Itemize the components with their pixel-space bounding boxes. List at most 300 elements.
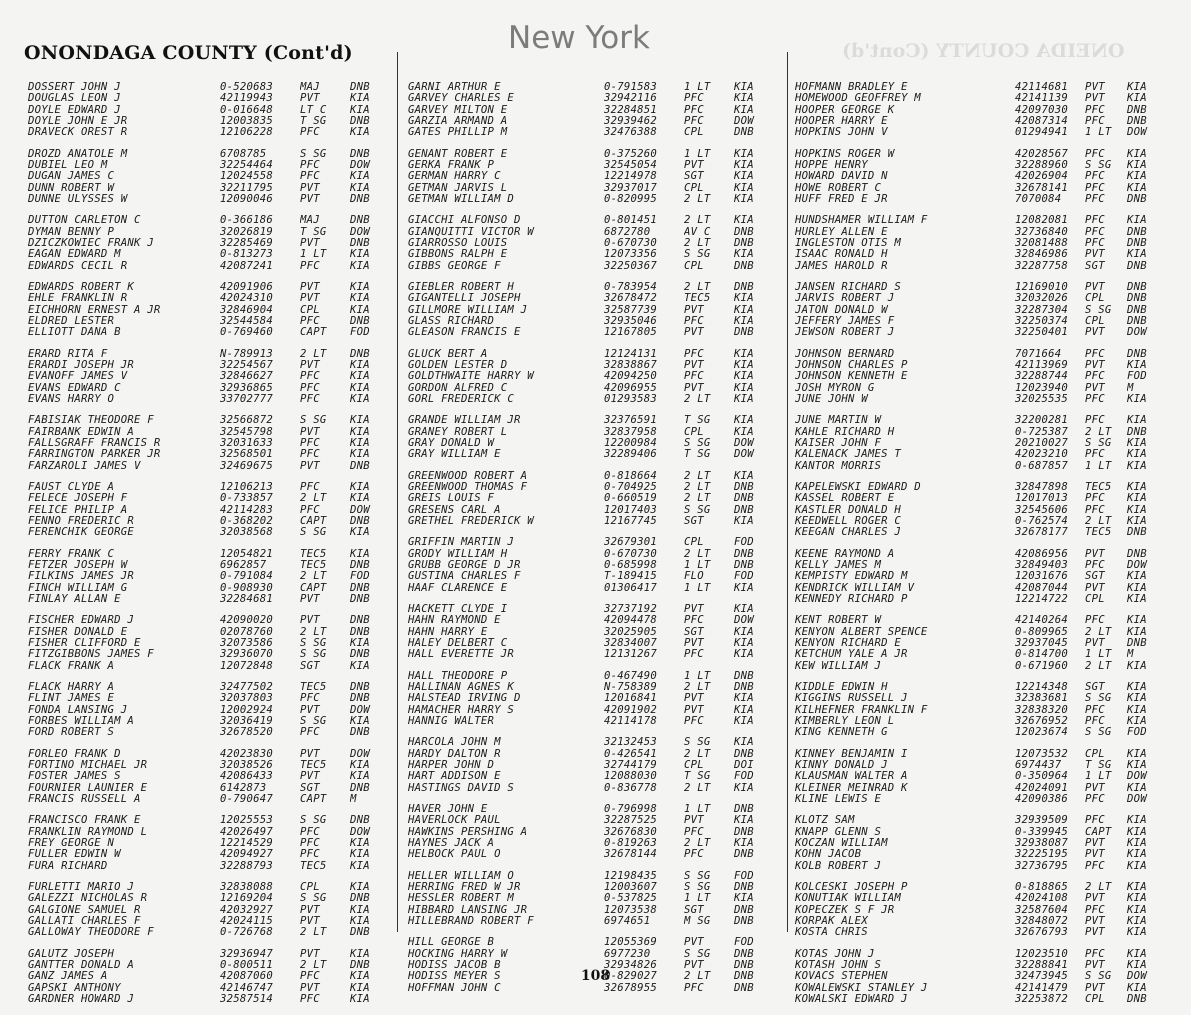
soldier-name: INGLESTON OTIS M xyxy=(795,237,902,249)
status-code: DNB xyxy=(350,893,370,905)
rank: PVT xyxy=(300,93,320,105)
rank: S SG xyxy=(1085,971,1112,983)
service-number: 32838320 xyxy=(1015,704,1069,716)
roster-group xyxy=(408,349,772,405)
soldier-name: KOWALEWSKI STANLEY J xyxy=(795,982,928,994)
roster-row xyxy=(408,815,772,826)
rank: 2 LT xyxy=(684,548,711,560)
service-number: 32225195 xyxy=(1015,849,1069,861)
roster-row xyxy=(408,360,772,371)
soldier-name: HERRING FRED W JR xyxy=(408,882,521,894)
status-code: DNB xyxy=(734,548,754,560)
rank: S SG xyxy=(684,737,711,749)
roster-row xyxy=(408,505,772,516)
roster-row xyxy=(28,183,388,194)
soldier-name: HAYNES JACK A xyxy=(408,837,495,849)
service-number: 32676952 xyxy=(1015,715,1069,727)
rank: PFC xyxy=(1085,815,1105,827)
soldier-name: GOLDTHWAITE HARRY W xyxy=(408,371,534,383)
rank: S SG xyxy=(300,893,327,905)
soldier-name: FORTINO MICHAEL JR xyxy=(28,760,148,772)
status-code: KIA xyxy=(1127,493,1147,505)
roster-row xyxy=(795,916,1161,927)
soldier-name: HOOPER GEORGE K xyxy=(795,104,895,116)
rank: CAPT xyxy=(300,793,327,805)
rank: 2 LT xyxy=(684,682,711,694)
status-code: FOD xyxy=(734,771,754,783)
rank: PFC xyxy=(1085,237,1105,249)
status-code: KIA xyxy=(350,548,370,560)
soldier-name: GRODY WILLIAM H xyxy=(408,548,508,560)
rank: PVT xyxy=(1085,927,1105,939)
service-number: 0-685998 xyxy=(604,560,658,571)
roster-group xyxy=(795,282,1161,338)
roster-group xyxy=(28,682,388,738)
status-code: KIA xyxy=(1127,515,1147,527)
service-number: 32038568 xyxy=(220,527,274,539)
soldier-name: GLASS RICHARD xyxy=(408,315,495,327)
service-number: 32736795 xyxy=(1015,860,1069,872)
status-code: KIA xyxy=(350,260,370,272)
status-code: KIA xyxy=(1127,904,1147,916)
status-code: KIA xyxy=(734,249,754,261)
roster-row xyxy=(408,638,772,649)
service-number: 32846627 xyxy=(220,371,274,383)
rank: PVT xyxy=(1085,359,1105,371)
rank: PFC xyxy=(684,982,704,994)
roster-row xyxy=(28,916,388,927)
roster-row xyxy=(28,461,388,472)
service-number: 32678472 xyxy=(604,293,658,305)
soldier-name: FAUST CLYDE A xyxy=(28,482,115,494)
rank: PFC xyxy=(1085,148,1105,160)
rank: CAPT xyxy=(300,582,327,594)
status-code: KIA xyxy=(1127,704,1147,716)
status-code: KIA xyxy=(350,127,370,139)
roster-row xyxy=(28,727,388,738)
soldier-name: KOPECZEK S F JR xyxy=(795,904,895,916)
roster-row xyxy=(28,583,388,594)
roster-row xyxy=(28,649,388,660)
status-code: KIA xyxy=(734,693,754,705)
soldier-name: DYMAN BENNY P xyxy=(28,226,115,238)
rank: 2 LT xyxy=(684,215,711,227)
service-number: 12169010 xyxy=(1015,282,1069,294)
roster-row xyxy=(28,261,388,272)
rank: 1 LT xyxy=(684,560,711,571)
soldier-name: FORLEO FRANK D xyxy=(28,748,121,760)
service-number: 42028567 xyxy=(1015,148,1069,160)
status-code: DNB xyxy=(734,282,754,294)
soldier-name: GARVEY CHARLES E xyxy=(408,93,515,105)
status-code: DNB xyxy=(350,960,370,972)
service-number: 32566872 xyxy=(220,415,274,427)
status-code: DNB xyxy=(1127,637,1147,649)
status-code: FOD xyxy=(1127,371,1147,383)
roster-row xyxy=(28,371,388,382)
roster-row xyxy=(408,493,772,504)
roster-row xyxy=(795,383,1161,394)
soldier-name: DUNN ROBERT W xyxy=(28,182,115,194)
soldier-name: KETCHUM YALE A JR xyxy=(795,649,908,661)
roster-row xyxy=(408,849,772,860)
roster-row xyxy=(28,594,388,605)
rank: 2 LT xyxy=(1085,882,1112,894)
roster-row xyxy=(795,882,1161,893)
rank: PVT xyxy=(300,182,320,194)
rank: SGT xyxy=(684,515,704,527)
service-number: 12017403 xyxy=(604,504,658,516)
status-code: KIA xyxy=(734,371,754,383)
service-number: 0-818664 xyxy=(604,470,658,482)
soldier-name: KOTASH JOHN S xyxy=(795,960,882,972)
status-code: DOW xyxy=(350,159,370,171)
service-number: 32250374 xyxy=(1015,315,1069,327)
roster-row xyxy=(28,149,388,160)
status-code: DOW xyxy=(734,437,754,449)
service-number: 32250367 xyxy=(604,260,658,272)
roster-row xyxy=(408,116,772,127)
rank: S SG xyxy=(1085,727,1112,739)
soldier-name: GIARROSSO LOUIS xyxy=(408,237,508,249)
roster-row xyxy=(795,716,1161,727)
service-number: 0-704925 xyxy=(604,482,658,494)
rank: PFC xyxy=(684,649,704,661)
service-number: 42096955 xyxy=(604,382,658,394)
roster-group xyxy=(28,815,388,871)
service-number: 32678141 xyxy=(1015,182,1069,194)
service-number: 42146747 xyxy=(220,982,274,994)
service-number: 12073538 xyxy=(604,904,658,916)
soldier-name: ERARD RITA F xyxy=(28,348,108,360)
rank: S SG xyxy=(684,504,711,516)
roster-row xyxy=(408,893,772,904)
status-code: KIA xyxy=(734,604,754,616)
status-code: KIA xyxy=(1127,415,1147,427)
service-number: 32284681 xyxy=(220,593,274,605)
status-code: KIA xyxy=(734,304,754,316)
service-number: 12090046 xyxy=(220,193,274,205)
service-number: 32036419 xyxy=(220,715,274,727)
service-number: 0-791583 xyxy=(604,82,658,93)
rank: PFC xyxy=(684,715,704,727)
column-divider xyxy=(787,52,788,932)
soldier-name: JEFFERY JAMES F xyxy=(795,315,895,327)
roster-row xyxy=(795,194,1161,205)
status-code: KIA xyxy=(734,415,754,427)
soldier-name: GRUBB GEORGE D JR xyxy=(408,560,521,571)
status-code: DNB xyxy=(734,237,754,249)
service-number: 0-801451 xyxy=(604,215,658,227)
roster-row xyxy=(408,316,772,327)
roster-row xyxy=(408,783,772,794)
roster-row xyxy=(28,383,388,394)
roster-row xyxy=(795,227,1161,238)
soldier-name: JOSH MYRON G xyxy=(795,382,875,394)
rank: S SG xyxy=(1085,693,1112,705)
rank: PFC xyxy=(684,315,704,327)
status-code: KIA xyxy=(734,837,754,849)
roster-row xyxy=(795,516,1161,527)
service-number: 32469675 xyxy=(220,460,274,472)
rank: 2 LT xyxy=(1085,515,1112,527)
status-code: DNB xyxy=(734,748,754,760)
rank: 1 LT xyxy=(684,82,711,93)
soldier-name: DUNNE ULYSSES W xyxy=(28,193,128,205)
service-number: 32587604 xyxy=(1015,904,1069,916)
soldier-name: KIDDLE EDWIN H xyxy=(795,682,888,694)
service-number: 32287525 xyxy=(604,815,658,827)
service-number: 42087044 xyxy=(1015,582,1069,594)
status-code: KIA xyxy=(1127,715,1147,727)
roster-row xyxy=(795,282,1161,293)
roster-row xyxy=(28,861,388,872)
roster-row xyxy=(408,238,772,249)
status-code: DNB xyxy=(350,927,370,939)
status-code: DNB xyxy=(1127,426,1147,438)
status-code: DNB xyxy=(1127,548,1147,560)
rank: PVT xyxy=(684,693,704,705)
roster-row xyxy=(28,983,388,994)
soldier-name: FAIRBANK EDWIN A xyxy=(28,426,135,438)
rank: PVT xyxy=(300,359,320,371)
status-code: DOW xyxy=(350,748,370,760)
soldier-name: FLINT JAMES E xyxy=(28,693,115,705)
status-code: DNB xyxy=(734,948,754,960)
rank: SGT xyxy=(684,171,704,183)
roster-row xyxy=(408,305,772,316)
service-number: 6962857 xyxy=(220,560,267,571)
status-code: DNB xyxy=(734,260,754,272)
service-number: 32937017 xyxy=(604,182,658,194)
status-code: KIA xyxy=(734,348,754,360)
service-number: 42091902 xyxy=(604,704,658,716)
status-code: KIA xyxy=(1127,359,1147,371)
service-number: 0-908930 xyxy=(220,582,274,594)
roster-row xyxy=(408,127,772,138)
roster-row xyxy=(28,661,388,672)
service-number: 01306417 xyxy=(604,582,658,594)
roster-row xyxy=(795,838,1161,849)
status-code: KIA xyxy=(350,104,370,116)
service-number: 6708785 xyxy=(220,148,267,160)
roster-row xyxy=(28,693,388,704)
service-number: 32834007 xyxy=(604,637,658,649)
status-code: KIA xyxy=(734,359,754,371)
soldier-name: FULLER EDWIN W xyxy=(28,849,121,861)
soldier-name: GALEZZI NICHOLAS R xyxy=(28,893,148,905)
roster-row xyxy=(795,693,1161,704)
soldier-name: FETZER JOSEPH W xyxy=(28,560,128,571)
status-code: DOW xyxy=(1127,327,1147,339)
service-number: 12023510 xyxy=(1015,948,1069,960)
soldier-name: FISHER CLIFFORD E xyxy=(28,637,141,649)
service-number: 0-671960 xyxy=(1015,660,1069,672)
soldier-name: KENNEDY RICHARD P xyxy=(795,593,908,605)
roster-row xyxy=(795,827,1161,838)
status-code: KIA xyxy=(1127,893,1147,905)
status-code: M xyxy=(350,793,357,805)
service-number: 0-762574 xyxy=(1015,515,1069,527)
service-number: 42141139 xyxy=(1015,93,1069,105)
service-number: 32287304 xyxy=(1015,304,1069,316)
rank: AV C xyxy=(684,226,711,238)
soldier-name: GIACCHI ALFONSO D xyxy=(408,215,521,227)
soldier-name: EDWARDS ROBERT K xyxy=(28,282,135,294)
status-code: DOW xyxy=(1127,127,1147,139)
rank: 2 LT xyxy=(684,748,711,760)
service-number: 32678144 xyxy=(604,849,658,861)
rank: 2 LT xyxy=(300,927,327,939)
rank: PFC xyxy=(1085,715,1105,727)
roster-row xyxy=(408,249,772,260)
rank: S SG xyxy=(300,815,327,827)
status-code: KIA xyxy=(1127,82,1147,93)
service-number: 32025905 xyxy=(604,626,658,638)
soldier-name: GLEASON FRANCIS E xyxy=(408,327,521,339)
rank: M SG xyxy=(684,915,711,927)
service-number: 42090386 xyxy=(1015,793,1069,805)
rank: S SG xyxy=(684,437,711,449)
roster-row xyxy=(28,560,388,571)
soldier-name: KOHN JACOB xyxy=(795,849,862,861)
rank: PFC xyxy=(684,348,704,360)
roster-group xyxy=(28,415,388,471)
rank: PFC xyxy=(300,159,320,171)
status-code: KIA xyxy=(350,837,370,849)
service-number: 12055369 xyxy=(604,937,658,949)
service-number: 0-814700 xyxy=(1015,649,1069,661)
roster-row xyxy=(408,604,772,615)
rank: PVT xyxy=(1085,849,1105,861)
status-code: KIA xyxy=(350,904,370,916)
service-number: 32211795 xyxy=(220,182,274,194)
service-number: 32250401 xyxy=(1015,327,1069,339)
soldier-name: DUBIEL LEO M xyxy=(28,159,108,171)
roster-row xyxy=(28,415,388,426)
status-code: DNB xyxy=(350,215,370,227)
soldier-name: EVANS EDWARD C xyxy=(28,382,121,394)
status-code: KIA xyxy=(1127,960,1147,972)
soldier-name: HAWKINS PERSHING A xyxy=(408,826,528,838)
status-code: KIA xyxy=(1127,815,1147,827)
service-number: 12214978 xyxy=(604,171,658,183)
soldier-name: KENT ROBERT W xyxy=(795,615,882,627)
soldier-name: HACKETT CLYDE I xyxy=(408,604,508,616)
soldier-name: GIBBONS RALPH E xyxy=(408,249,508,261)
county-heading: ONONDAGA COUNTY (Cont'd) xyxy=(24,42,353,64)
status-code: DNB xyxy=(350,560,370,571)
status-code: DNB xyxy=(734,504,754,516)
rank: 2 LT xyxy=(300,571,327,583)
service-number: 12106228 xyxy=(220,127,274,139)
service-number: 32253872 xyxy=(1015,993,1069,1005)
status-code: KIA xyxy=(1127,826,1147,838)
service-number: 42114681 xyxy=(1015,82,1069,93)
soldier-name: HESSLER ROBERT M xyxy=(408,893,515,905)
rank: TEC5 xyxy=(684,293,711,305)
roster-row xyxy=(28,349,388,360)
rank: 2 LT xyxy=(1085,660,1112,672)
roster-group xyxy=(408,537,772,593)
status-code: DNB xyxy=(734,849,754,861)
roster-row xyxy=(795,171,1161,182)
service-number: 32473945 xyxy=(1015,971,1069,983)
roster-column-3 xyxy=(795,82,1161,1015)
service-number: 12023940 xyxy=(1015,382,1069,394)
service-number: 42032927 xyxy=(220,904,274,916)
service-number: 0-818865 xyxy=(1015,882,1069,894)
roster-row xyxy=(28,627,388,638)
roster-group xyxy=(408,671,772,727)
soldier-name: KOVACS STEPHEN xyxy=(795,971,888,983)
roster-row xyxy=(795,482,1161,493)
service-number: 0-537825 xyxy=(604,893,658,905)
roster-row xyxy=(408,838,772,849)
soldier-name: GREENWOOD ROBERT A xyxy=(408,470,528,482)
rank: PFC xyxy=(300,504,320,516)
soldier-name: KLINE LEWIS E xyxy=(795,793,882,805)
roster-group xyxy=(795,615,1161,671)
rank: CAPT xyxy=(1085,826,1112,838)
roster-row xyxy=(795,183,1161,194)
soldier-name: GERMAN HARRY C xyxy=(408,171,501,183)
roster-row xyxy=(795,427,1161,438)
soldier-name: GETMAN WILLIAM D xyxy=(408,193,515,205)
soldier-name: JEWSON ROBERT J xyxy=(795,327,895,339)
status-code: KIA xyxy=(350,527,370,539)
service-number: 0-670730 xyxy=(604,237,658,249)
roster-group xyxy=(795,682,1161,738)
status-code: KIA xyxy=(350,860,370,872)
soldier-name: HALSTEAD IRVING D xyxy=(408,693,521,705)
soldier-name: FLACK HARRY A xyxy=(28,682,115,694)
soldier-name: KELLY JAMES M xyxy=(795,560,882,571)
roster-row xyxy=(28,905,388,916)
service-number: 32476388 xyxy=(604,127,658,139)
roster-row xyxy=(795,249,1161,260)
service-number: 42091906 xyxy=(220,282,274,294)
status-code: KIA xyxy=(1127,915,1147,927)
rank: PFC xyxy=(300,315,320,327)
rank: T SG xyxy=(684,415,711,427)
rank: PVT xyxy=(684,327,704,339)
service-number: 32031633 xyxy=(220,437,274,449)
soldier-name: HASTINGS DAVID S xyxy=(408,782,515,794)
soldier-name: GRANDE WILLIAM JR xyxy=(408,415,521,427)
rank: PFC xyxy=(1085,182,1105,194)
rank: PFC xyxy=(300,127,320,139)
status-code: KIA xyxy=(734,182,754,194)
status-code: DNB xyxy=(734,560,754,571)
soldier-name: KALENACK JAMES T xyxy=(795,449,902,461)
status-code: KIA xyxy=(1127,626,1147,638)
service-number: 32288960 xyxy=(1015,159,1069,171)
status-code: DNB xyxy=(1127,115,1147,127)
soldier-name: FITZGIBBONS JAMES F xyxy=(28,649,154,661)
status-code: KIA xyxy=(734,582,754,594)
soldier-name: FILKINS JAMES JR xyxy=(28,571,135,583)
soldier-name: HUNDSHAMER WILLIAM F xyxy=(795,215,928,227)
rank: CAPT xyxy=(300,515,327,527)
status-code: KIA xyxy=(734,737,754,749)
rank: TEC5 xyxy=(1085,482,1112,494)
status-code: KIA xyxy=(1127,171,1147,183)
soldier-name: JANSEN RICHARD S xyxy=(795,282,902,294)
status-code: DOW xyxy=(350,226,370,238)
service-number: 42094927 xyxy=(220,849,274,861)
status-code: DNB xyxy=(350,727,370,739)
